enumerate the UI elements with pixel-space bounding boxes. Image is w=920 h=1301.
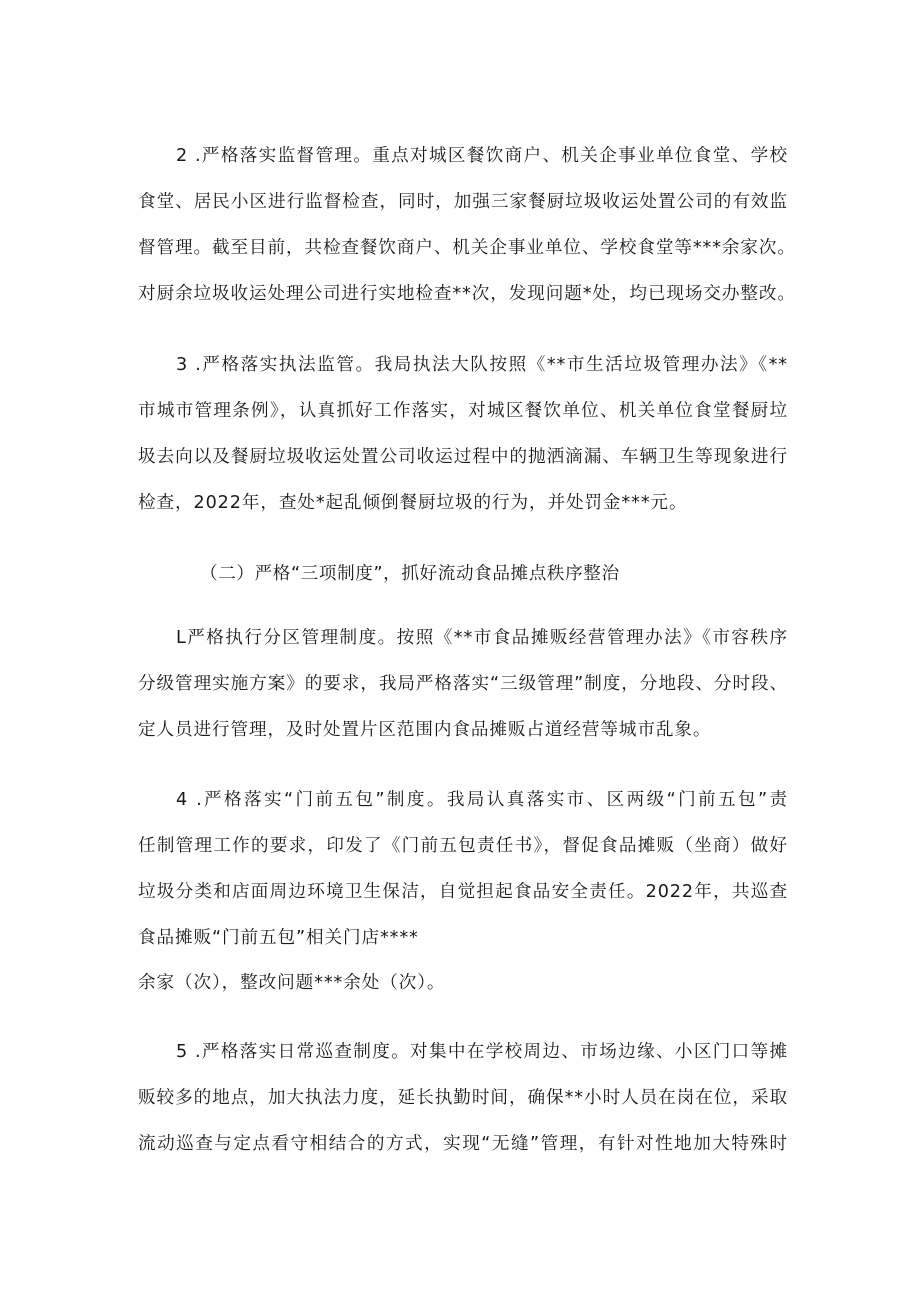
paragraph-item-4-line-4: 食品摊贩“门前五包”相关门店**** xyxy=(138,928,419,948)
paragraph-item-2-line-3: 督管理。截至目前，共检查餐饮商户、机关企事业单位、学校食堂等***余家次。 xyxy=(138,238,796,258)
paragraph-item-5-line-3: 流动巡查与定点看守相结合的方式，实现“无缝”管理，有针对性地加大特殊时 xyxy=(138,1134,788,1154)
paragraph-item-2-line-1: 2 .严格落实监督管理。重点对城区餐饮商户、机关企事业单位食堂、学校 xyxy=(176,146,788,166)
paragraph-item-3-line-2: 市城市管理条例》，认真抓好工作落实，对城区餐饮单位、机关单位食堂餐厨垃 xyxy=(138,401,788,421)
paragraph-item-l-line-3: 定人员进行管理，及时处置片区范围内食品摊贩占道经营等城市乱象。 xyxy=(138,720,712,740)
section-heading: （二）严格“三项制度”，抓好流动食品摊点秩序整治 xyxy=(200,564,620,584)
paragraph-item-l-line-1: L严格执行分区管理制度。按照《**市食品摊贩经营管理办法》《市容秩序 xyxy=(176,628,788,648)
paragraph-item-5-line-1: 5 .严格落实日常巡查制度。对集中在学校周边、市场边缘、小区门口等摊 xyxy=(176,1042,788,1062)
paragraph-item-4-line-2: 任制管理工作的要求，印发了《门前五包责任书》，督促食品摊贩（坐商）做好 xyxy=(138,836,788,856)
paragraph-item-3-line-3: 圾去向以及餐厨垃圾收运处置公司收运过程中的抛洒滴漏、车辆卫生等现象进行 xyxy=(138,447,788,467)
paragraph-item-3-line-1: 3 .严格落实执法监管。我局执法大队按照《**市生活垃圾管理办法》《** xyxy=(176,355,788,375)
paragraph-item-4-line-1: 4 .严格落实“门前五包”制度。我局认真落实市、区两级“门前五包”责 xyxy=(176,790,788,810)
paragraph-item-5-line-2: 贩较多的地点，加大执法力度，延长执勤时间，确保**小时人员在岗在位，采取 xyxy=(138,1088,788,1108)
paragraph-item-4-line-3: 垃圾分类和店面周边环境卫生保洁，自觉担起食品安全责任。2022年，共巡查 xyxy=(138,882,788,902)
paragraph-item-2-line-2: 食堂、居民小区进行监督检查，同时，加强三家餐厨垃圾收运处置公司的有效监 xyxy=(138,192,788,212)
paragraph-item-4-line-5: 余家（次），整改问题***余处（次）。 xyxy=(138,973,446,993)
paragraph-item-2-line-4: 对厨余垃圾收运处理公司进行实地检查**次，发现问题*处，均已现场交办整改。 xyxy=(138,284,796,304)
paragraph-item-3-line-4: 检查，2022年，查处*起乱倾倒餐厨垃圾的行为，并处罚金***元。 xyxy=(138,493,688,513)
paragraph-item-l-line-2: 分级管理实施方案》的要求，我局严格落实“三级管理”制度，分地段、分时段、 xyxy=(138,674,788,694)
